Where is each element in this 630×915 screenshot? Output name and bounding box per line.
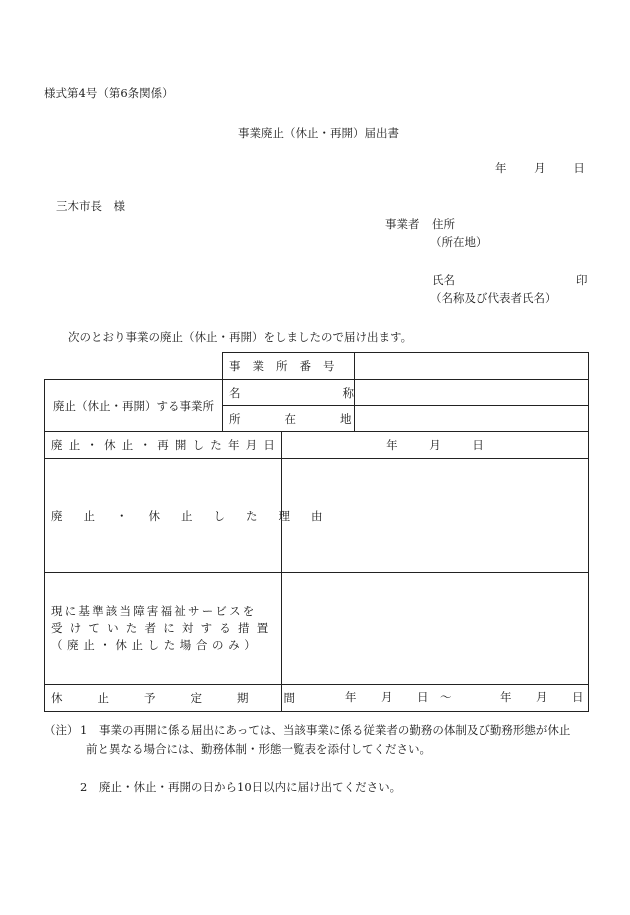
period-range-tilde: ～	[440, 690, 452, 704]
date-row-label-cell	[45, 432, 282, 459]
date-row-day: 日	[472, 438, 484, 452]
period-label: 休止予定期間	[51, 691, 330, 705]
office-location-label	[229, 411, 396, 427]
date-row-label: 廃止・休止・再開した年月日	[51, 438, 282, 452]
measure-label-line-2-text: 受けていた者に対する措置	[51, 621, 276, 635]
office-number-label	[229, 358, 348, 374]
office-number-label-cell	[223, 353, 355, 380]
reason-label-cell	[45, 459, 344, 573]
office-name-label-cell	[223, 380, 456, 406]
addressee: 三木市長 様	[56, 199, 125, 213]
date-row-year: 年	[386, 438, 398, 452]
date-month: 月	[534, 161, 546, 175]
period-start-day: 日	[417, 690, 429, 704]
name-sub-label: （名称及び代表者氏名）	[430, 291, 557, 305]
address-label: 住所	[432, 217, 455, 231]
date-year: 年	[495, 161, 507, 175]
period-end-day: 日	[572, 690, 584, 704]
measure-label-line-1-text: 現に基準該当障害福祉サービスを	[51, 604, 257, 618]
note-1-number: 1	[80, 723, 88, 737]
measure-label-line-3	[51, 637, 275, 654]
submission-date	[495, 163, 585, 175]
period-value	[282, 685, 588, 711]
measure-label-line-1	[51, 603, 275, 620]
seal-mark: 印	[576, 273, 588, 287]
note-1-line-1: 事業の再開に係る届出にあっては、当該事業に係る従業者の勤務の体制及び勤務形態が休止	[99, 723, 571, 737]
period-start-month: 月	[381, 690, 393, 704]
period-end-month: 月	[536, 690, 548, 704]
note-2-line-1: 廃止・休止・再開の日から10日以内に届け出てください。	[99, 780, 402, 794]
name-label: 氏名	[432, 273, 455, 287]
date-row-month: 月	[429, 438, 441, 452]
date-day: 日	[573, 161, 585, 175]
measure-label-line-3-text: （廃止・休止した場合のみ）	[51, 638, 261, 652]
address-sub-label: （所在地）	[430, 235, 488, 249]
reason-label: 廃止・休止した理由	[51, 508, 344, 523]
office-name-label-text: 名称	[229, 385, 456, 400]
measure-label-line-2	[51, 620, 275, 637]
office-group-label-text: 廃止（休止・再開）する事業所	[53, 398, 214, 413]
date-row-field[interactable]	[282, 432, 589, 459]
form-number: 様式第4号（第6条関係）	[44, 86, 174, 100]
blank-cell	[45, 353, 223, 380]
measure-label-cell	[45, 573, 282, 685]
document-title: 事業廃止（休止・再開）届出書	[238, 126, 399, 140]
applicant-role: 事業者	[385, 217, 420, 231]
note-2-number: 2	[80, 780, 88, 794]
office-group-label	[45, 380, 223, 432]
office-location-label-text: 所在地	[229, 411, 396, 426]
intro-text: 次のとおり事業の廃止（休止・再開）をしましたので届け出ます。	[68, 330, 413, 344]
period-label-cell	[45, 685, 330, 712]
period-field[interactable]	[282, 685, 589, 712]
notes-prefix: （注）	[44, 723, 79, 737]
office-number-label-text: 事業所番号	[229, 359, 347, 373]
period-start-year: 年	[345, 690, 357, 704]
note-1-line-2: 前と異なる場合には、勤務体制・形態一覧表を添付してください。	[86, 742, 431, 756]
measure-field[interactable]	[282, 573, 589, 685]
notification-table	[44, 352, 589, 712]
office-name-label	[229, 385, 456, 401]
office-location-label-cell	[223, 406, 396, 432]
office-number-field[interactable]	[355, 353, 589, 380]
period-end-year: 年	[500, 690, 512, 704]
